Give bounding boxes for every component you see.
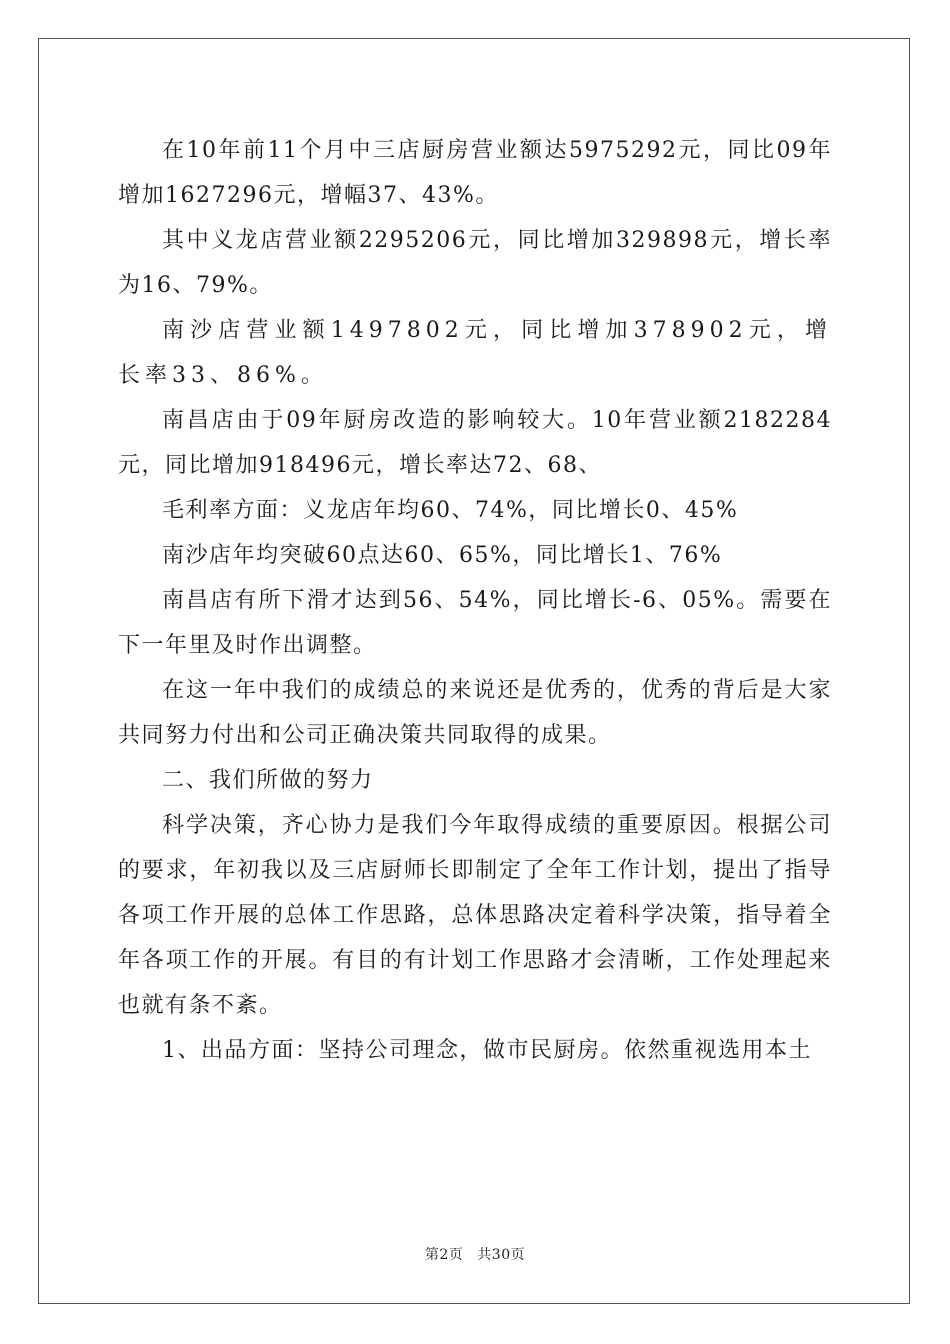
page-number: 第2页	[424, 1247, 464, 1263]
paragraph-revenue-total: 在10年前11个月中三店厨房营业额达5975292元，同比09年增加1627296元，增幅37、43%。	[118, 138, 832, 208]
paragraph-margin-nanchang: 南昌店有所下滑才达到56、54%，同比增长-6、05%。需要在下一年里及时作出调整。	[118, 588, 832, 658]
paragraph-margin-yilong: 毛利率方面：义龙店年均60、74%，同比增长0、45%	[162, 498, 739, 523]
paragraph-summary: 在这一年中我们的成绩总的来说还是优秀的，优秀的背后是大家共同努力付出和公司正确决策共同取得的成果。	[118, 678, 832, 748]
page-total: 共30页	[477, 1247, 526, 1263]
paragraph-nansha-revenue: 南沙店营业额1497802元，同比增加378902元，增长率33、86%。	[118, 318, 832, 388]
paragraph-yilong-revenue: 其中义龙店营业额2295206元，同比增加329898元，增长率为16、79%。	[118, 228, 832, 298]
paragraph-margin-nansha: 南沙店年均突破60点达60、65%，同比增长1、76%	[162, 543, 723, 568]
paragraph-nanchang-revenue: 南昌店由于09年厨房改造的影响较大。10年营业额2182284元，同比增加918496元，增长率达72、68、	[118, 408, 832, 478]
paragraph-decision-making: 科学决策，齐心协力是我们今年取得成绩的重要原因。根据公司的要求，年初我以及三店厨师长即制定了全年工作计划，提出了指导各项工作开展的总体工作思路，总体思路决定着科学决策，指导着全年各项工作的开展。有目的有计划工作思路才会清晰，工作处理起来也就有条不紊。	[118, 813, 832, 1018]
document-body	[118, 128, 832, 1073]
section-heading-efforts: 二、我们所做的努力	[162, 768, 374, 793]
page-footer	[0, 1244, 950, 1264]
paragraph-product-quality: 1、出品方面：坚持公司理念，做市民厨房。依然重视选用本土	[162, 1038, 812, 1063]
